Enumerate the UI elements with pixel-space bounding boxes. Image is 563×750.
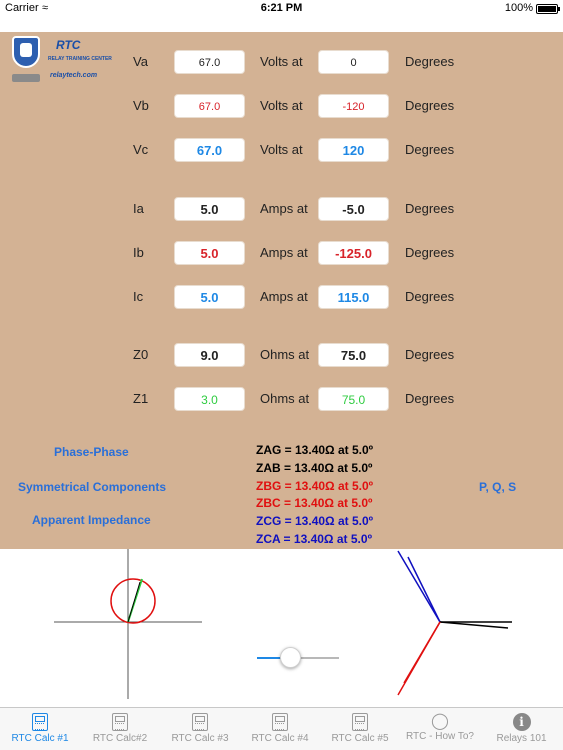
battery-icon — [536, 4, 558, 14]
ia-phasor — [440, 622, 508, 628]
calculator-icon — [32, 713, 48, 731]
plots-svg — [0, 549, 563, 707]
vc-label: Vc — [133, 142, 149, 157]
ib-unit: Amps at — [260, 245, 308, 260]
tab-relays-101[interactable] — [480, 708, 563, 750]
info-icon: i — [513, 713, 531, 731]
result-zab: ZAB = 13.40Ω at 5.0º — [256, 460, 373, 475]
apparent-impedance-link[interactable]: Apparent Impedance — [32, 513, 151, 527]
vb-angle-input[interactable]: -120 — [318, 94, 389, 118]
tab-label: RTC - How To? — [406, 731, 474, 742]
vb-magnitude-input[interactable]: 67.0 — [174, 94, 245, 118]
logo-subtitle: RELAY TRAINING CENTER — [48, 56, 112, 62]
impedance-results — [256, 442, 373, 549]
tab-bar — [0, 707, 563, 750]
result-zbc: ZBC = 13.40Ω at 5.0º — [256, 496, 373, 511]
tab-rtc-calc-2[interactable] — [80, 708, 160, 750]
vb-row — [0, 94, 563, 118]
battery-percent: 100% — [504, 2, 533, 14]
wifi-icon: ≈ — [42, 2, 49, 14]
tab-rtc-calc-1[interactable] — [0, 708, 80, 750]
vb-label: Vb — [133, 98, 149, 113]
z0-degrees: Degrees — [405, 347, 455, 362]
vc-degrees: Degrees — [405, 142, 455, 157]
ib-row — [0, 241, 563, 265]
z1-degrees: Degrees — [405, 391, 455, 406]
status-bar — [0, 0, 563, 18]
tab-rtc-calc-3[interactable] — [160, 708, 240, 750]
calculator-icon — [272, 713, 288, 731]
va-row — [0, 50, 563, 74]
z1-row — [0, 387, 563, 411]
tab-label: RTC Calc #3 — [171, 733, 229, 744]
va-label: Va — [133, 54, 148, 69]
vc-angle-input[interactable]: 120 — [318, 138, 389, 162]
va-magnitude-input[interactable]: 67.0 — [174, 50, 245, 74]
ia-row — [0, 197, 563, 221]
tab-rtc-calc-5[interactable] — [320, 708, 400, 750]
z0-unit: Ohms at — [260, 347, 310, 362]
z1-angle-input[interactable]: 75.0 — [318, 387, 389, 411]
z1-label: Z1 — [133, 391, 149, 406]
vc-row — [0, 138, 563, 162]
va-angle-input[interactable]: 0 — [318, 50, 389, 74]
result-zbg: ZBG = 13.40Ω at 5.0º — [256, 478, 374, 493]
tab-label: RTC Calc #4 — [251, 733, 309, 744]
impedance-vector — [128, 582, 140, 622]
lightbulb-icon: ◯ — [431, 713, 449, 730]
va-unit: Volts at — [260, 54, 303, 69]
ia-angle-input[interactable]: -5.0 — [318, 197, 389, 221]
vc-unit: Volts at — [260, 142, 303, 157]
result-zca: ZCA = 13.40Ω at 5.0º — [256, 531, 372, 546]
pqs-link[interactable]: P, Q, S — [479, 480, 517, 494]
carrier-label: Carrier — [5, 2, 39, 14]
ia-label: Ia — [133, 201, 144, 216]
ib-label: Ib — [133, 245, 144, 260]
ia-degrees: Degrees — [405, 201, 455, 216]
ib-phasor — [404, 622, 440, 683]
ia-unit: Amps at — [260, 201, 308, 216]
ic-unit: Amps at — [260, 289, 308, 304]
logo-banner — [12, 74, 40, 82]
tab-label: RTC Calc #5 — [331, 733, 389, 744]
vb-unit: Volts at — [260, 98, 303, 113]
ic-degrees: Degrees — [405, 289, 455, 304]
tab-label: RTC Calc#2 — [92, 733, 148, 744]
result-zcg: ZCG = 13.40Ω at 5.0º — [256, 514, 374, 529]
ic-magnitude-input[interactable]: 5.0 — [174, 285, 245, 309]
tab-rtc-how-to[interactable] — [400, 708, 480, 750]
z0-angle-input[interactable]: 75.0 — [318, 343, 389, 367]
calculator-icon — [112, 713, 128, 731]
logo-url: relaytech.com — [50, 72, 98, 79]
ic-row — [0, 285, 563, 309]
ib-degrees: Degrees — [405, 245, 455, 260]
z1-unit: Ohms at — [260, 391, 310, 406]
calculator-icon — [352, 713, 368, 731]
z0-magnitude-input[interactable]: 9.0 — [174, 343, 245, 367]
z1-magnitude-input[interactable]: 3.0 — [174, 387, 245, 411]
phase-phase-link[interactable]: Phase-Phase — [54, 445, 129, 459]
vc-magnitude-input[interactable]: 67.0 — [174, 138, 245, 162]
status-time: 6:21 PM — [260, 2, 303, 14]
va-degrees: Degrees — [405, 54, 455, 69]
ib-angle-input[interactable]: -125.0 — [318, 241, 389, 265]
ic-label: Ic — [133, 289, 144, 304]
slider-thumb[interactable] — [280, 647, 301, 668]
vb-degrees: Degrees — [405, 98, 455, 113]
ic-phasor — [408, 557, 440, 622]
z0-label: Z0 — [133, 347, 149, 362]
mho-circle — [111, 579, 155, 623]
ib-magnitude-input[interactable]: 5.0 — [174, 241, 245, 265]
tab-rtc-calc-4[interactable] — [240, 708, 320, 750]
logo-title: RTC — [56, 38, 81, 52]
result-zag: ZAG = 13.40Ω at 5.0º — [256, 443, 374, 457]
calculator-icon — [192, 713, 208, 731]
vc-phasor — [398, 551, 440, 622]
symmetrical-components-link[interactable]: Symmetrical Components — [18, 480, 167, 494]
tab-label: RTC Calc #1 — [11, 733, 69, 744]
ia-magnitude-input[interactable]: 5.0 — [174, 197, 245, 221]
z0-row — [0, 343, 563, 367]
ic-angle-input[interactable]: 115.0 — [318, 285, 389, 309]
tab-label: Relays 101 — [496, 733, 547, 744]
